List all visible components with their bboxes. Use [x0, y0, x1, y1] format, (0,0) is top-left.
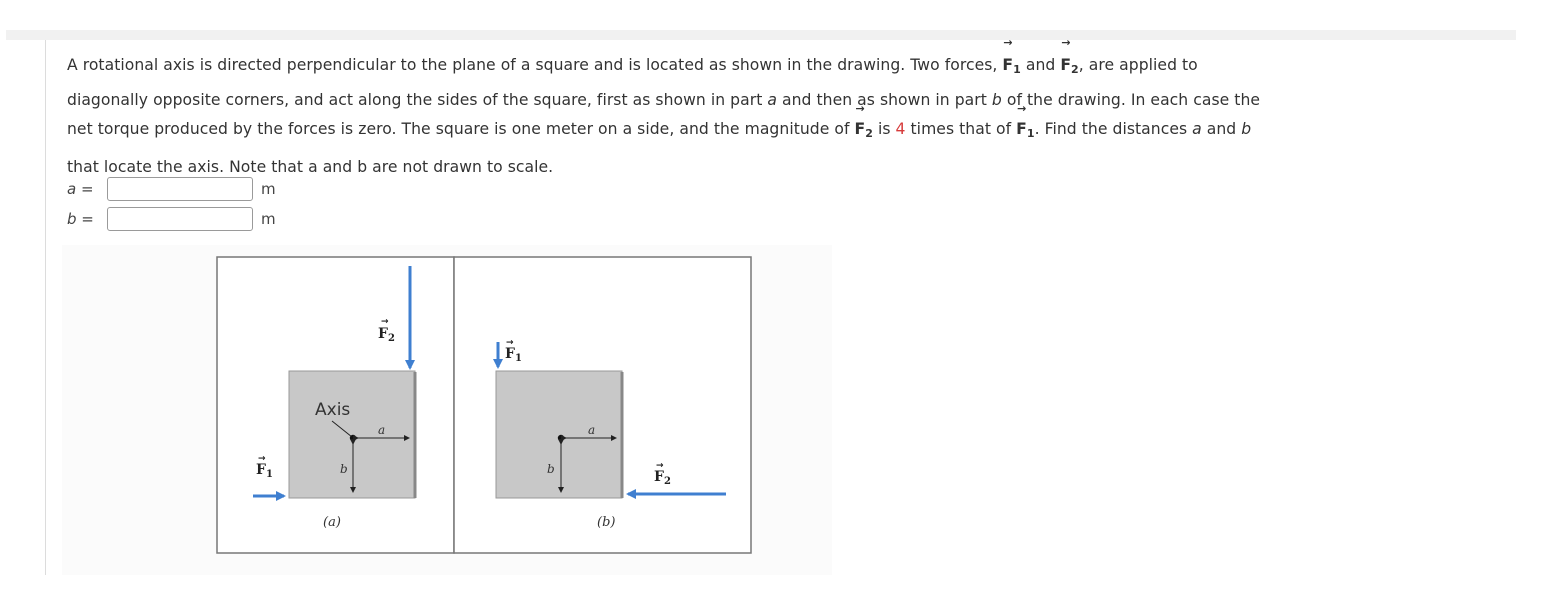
question-line-2: diagonally opposite corners, and act along the sides of the square, first as shown in part a and then as shown in part b of the drawing. In each case the	[67, 91, 1261, 109]
caption-b: (b)	[597, 515, 616, 530]
a-input[interactable]	[107, 177, 253, 201]
axis-point-b	[558, 435, 564, 441]
axis-point-a	[350, 435, 356, 441]
question-line-4: that locate the axis. Note that a and b are not drawn to scale.	[67, 158, 554, 176]
question-text	[67, 50, 1487, 187]
f2-label-a: $F_2$	[378, 326, 395, 344]
f2-vector: → $F_2$	[855, 116, 873, 147]
f2-vector-mark-b: →	[656, 461, 664, 471]
a-dim-label: a	[378, 423, 386, 437]
square-a	[289, 371, 415, 498]
caption-a: (a)	[323, 515, 341, 530]
a-label: a =	[67, 180, 94, 198]
b-dim-label: b	[340, 462, 348, 476]
f1-vector: → $F_1$	[1016, 116, 1034, 147]
axis-label: Axis	[315, 400, 351, 420]
b-label: b =	[67, 210, 94, 228]
a-dim-label-b: a	[588, 423, 596, 437]
answer-row-a	[67, 175, 276, 203]
f1-vector: → $F_1$	[1002, 50, 1020, 85]
f1-label-a: $F_1$	[256, 462, 273, 480]
question-line-1: A rotational axis is directed perpendicular to the plane of a square and is located as shown in the drawing. Two forces, → $F_1$ and → $F_2$, are applied to	[67, 50, 1487, 85]
question-line-3: net torque produced by the forces is zero. The square is one meter on a side, and the magnitude of → $F_2$ is 4 times that of → $F_1$. Find the distances a and b	[67, 116, 1487, 147]
torque-figure	[216, 256, 754, 556]
answer-row-b	[67, 205, 276, 233]
multiplier-value: 4	[895, 120, 906, 138]
f2-vector-mark-a: →	[381, 317, 389, 327]
f2-label-b: $F_2$	[654, 469, 671, 487]
b-unit: m	[261, 210, 276, 228]
left-rule	[45, 40, 46, 575]
a-unit: m	[261, 180, 276, 198]
top-band	[6, 30, 1516, 40]
f2-vector: → $F_2$	[1060, 50, 1078, 85]
b-input[interactable]	[107, 207, 253, 231]
f1-label-b: $F_1$	[505, 346, 522, 364]
square-b	[496, 371, 622, 498]
b-dim-label-b: b	[547, 462, 555, 476]
f1-vector-mark-a: →	[258, 454, 266, 464]
f1-vector-mark-b: →	[506, 338, 514, 348]
